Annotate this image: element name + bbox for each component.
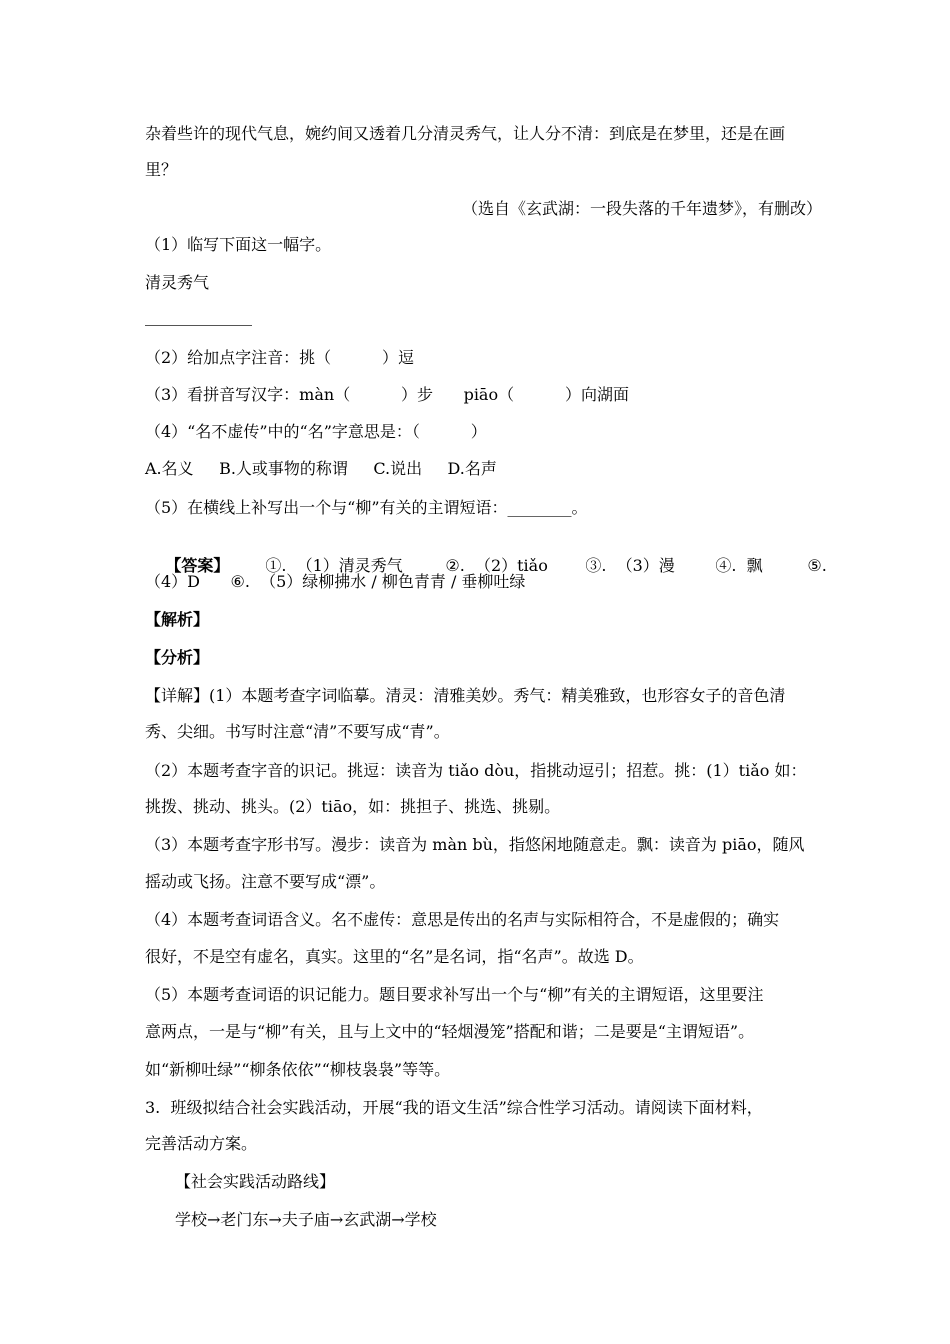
answer-item: ⑤. <box>807 556 827 575</box>
answer-item: ④. 飘 <box>715 556 763 575</box>
detail-line: 挑拨、挑动、挑头。(2）tiāo，如：挑担子、挑选、挑剔。 <box>145 797 561 816</box>
answer-line-2: （4）D ⑥. （5）绿柳拂水 / 柳色青青 / 垂柳吐绿 <box>145 572 526 591</box>
detail-line: （3）本题考查字形书写。漫步：读音为 màn bù，指悠闲地随意走。飘：读音为 piāo，随风 <box>145 835 805 854</box>
question-3-prompt: 完善活动方案。 <box>145 1134 258 1153</box>
question-3: （3）看拼音写汉字：màn（ ）步 piāo（ ）向湖面 <box>145 385 629 404</box>
detail-line: （2）本题考查字音的识记。挑逗：读音为 tiǎo dòu，指挑动逗引；招惹。挑：(1）tiǎo 如： <box>145 761 807 780</box>
answer-item: ③. （3）漫 <box>585 556 675 575</box>
detail-line: （4）本题考查词语含义。名不虚传：意思是传出的名声与实际相符合，不是虚假的；确实 <box>145 910 780 929</box>
detail-line: 意两点，一是与“柳”有关，且与上文中的“轻烟漫笼”搭配和谐；二是要是“主谓短语”。 <box>145 1022 755 1041</box>
route-text: 学校→老门东→夫子庙→玄武湖→学校 <box>175 1210 437 1229</box>
answer-item: ①. （1）清灵秀气 <box>265 556 403 575</box>
detail-line: 如“新柳吐绿”“柳条依依”“柳枝袅袅”等等。 <box>145 1060 451 1079</box>
calligraphy-sample: 清灵秀气 <box>145 273 210 292</box>
answer-rule-line <box>145 325 252 326</box>
passage-source: （选自《玄武湖：一段失落的千年遗梦》，有删改） <box>462 199 823 218</box>
answer-item: ②. （2）tiǎo <box>445 556 548 575</box>
question-2: （2）给加点字注音：挑（ ）逗 <box>145 348 415 367</box>
route-title: 【社会实践活动路线】 <box>175 1172 336 1191</box>
detail-line: 【详解】(1）本题考查字词临摹。清灵：清雅美妙。秀气：精美雅致，也形容女子的音色清 <box>145 686 786 705</box>
passage-line: 杂着些许的现代气息，婉约间又透着几分清灵秀气，让人分不清：到底是在梦里，还是在画 <box>145 124 786 143</box>
detail-line: （5）本题考查词语的识记能力。题目要求补写出一个与“柳”有关的主谓短语，这里要注 <box>145 985 764 1004</box>
question-5: （5）在横线上补写出一个与“柳”有关的主谓短语：________。 <box>145 498 588 517</box>
question-4: （4）“名不虚传”中的“名”字意思是：（ ） <box>145 422 487 441</box>
analysis-label: 【解析】 <box>145 610 210 629</box>
fenxi-label: 【分析】 <box>145 648 210 667</box>
passage-line: 里？ <box>145 160 178 179</box>
detail-line: 很好，不是空有虚名，真实。这里的“名”是名词，指“名声”。故选 D。 <box>145 947 644 966</box>
answer-label: 【答案】 <box>165 556 230 575</box>
detail-line: 摇动或飞扬。注意不要写成“漂”。 <box>145 872 386 891</box>
question-1: （1）临写下面这一幅字。 <box>145 235 332 254</box>
question-4-options: A.名义 B.人或事物的称谓 C.说出 D.名声 <box>145 459 497 478</box>
detail-line: 秀、尖细。书写时注意“清”不要写成“青”。 <box>145 722 450 741</box>
question-3-prompt: 3. 班级拟结合社会实践活动，开展“我的语文生活”综合性学习活动。请阅读下面材料， <box>145 1098 763 1117</box>
